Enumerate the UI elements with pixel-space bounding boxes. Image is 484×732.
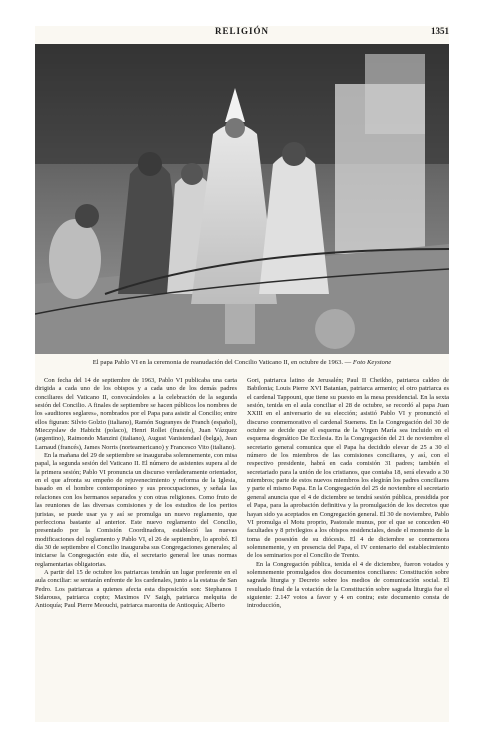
paragraph: A partir del 15 de octubre los patriarcas tendrán un lugar preferente en el aula conciliar: se sentarán enfrente de los cardenales, junto a la estatua de San Pedro. Los patriarcas a quienes afecta esta disposición son: Stephanos I Sidarouss, patriarca copto; Maximos IV Saigh, patriarca melquita de Antioquía; Paul Pierre Meouchi, patriarca maronita de Antioquía; Alberto	[35, 568, 237, 610]
document-page	[35, 26, 449, 722]
right-column	[247, 377, 449, 719]
caption-text: El papa Pablo VI en la ceremonia de reanudación del Concilio Vaticano II, en octubre de 1963. —	[92, 359, 352, 366]
ceremony-photograph-image	[35, 44, 449, 354]
photo-credit: Foto Keystone	[352, 359, 392, 366]
left-column	[35, 377, 237, 719]
paragraph: En la Congregación pública, tenida el 4 de diciembre, fueron votados y solemnemente promulgados dos documentos conciliares: Constitución sobre sagrada liturgia y Decreto sobre los medios de comunicación social. El resultado final de la votación de la Constitución sobre sagrada liturgia fue el siguiente: 2.147 votos a favor y 4 en contra; este documento consta de introducción,	[247, 560, 449, 610]
ceremony-photograph	[35, 44, 449, 354]
article-body	[35, 377, 449, 719]
photo-caption	[35, 359, 449, 366]
running-head	[35, 26, 449, 42]
page-number: 1351	[431, 26, 449, 36]
running-title: RELIGIÓN	[214, 26, 269, 36]
paragraph: Gori, patriarca latino de Jerusalén; Paul II Cheikho, patriarca caldeo de Babilonia; Louis Pierre XVI Batanian, patriarca armenio; el otro patriarca es el cardenal Tappouni, que tiene su puesto en la mesa presidencial. En la sexta sesión, tenida en el aula conciliar el 28 de octubre, se recordó al papa Juan XXIII en el aniversario de su elección; asistió Pablo VI y pronunció el discurso conmemorativo el cardenal Suenens. En la Congregación del 30 de octubre se decide que el esquema de la Virgen María sea incluido en el esquema dogmático De Ecclesia. En la Congregación del 21 de noviembre el secretario general comunica que el Papa ha decidido elevar de 25 a 30 el número de los miembros de las comisiones conciliares, y así, con el respectivo presidente, habrá en cada comisión 31 padres; también el secretariado para la unión de los cristianos, que contaba 18, será elevado a 30 miembros; parte de estos nuevos miembros los elegirán los padres conciliares y parte el mismo Papa. En la Congregación del 25 de noviembre el secretario general anuncia que el 4 de diciembre se tendrá sesión pública, presidida por el Papa, para la aprobación definitiva y la promulgación de los decretos que hayan sido ya aceptados en Congregación general. El 30 de noviembre, Pablo VI promulga el Motu proprio, Pastorale munus, por el que se conceden 40 facultades y 8 privilegios a los obispos residenciales, desde el momento de la toma de posesión de su diócesis. El 4 de diciembre se conmemora solemnemente, y en presencia del Papa, el IV centenario del establecimiento de los seminarios por el Concilio de Trento.	[247, 377, 449, 560]
paragraph: Con fecha del 14 de septiembre de 1963, Pablo VI publicaba una carta dirigida a cada uno de los obispos y a cada uno de los demás padres conciliares del Vaticano II, convocándoles a la celebración de la segunda sesión del Concilio. A finales de septiembre se hacen públicos los nombres de los «auditores seglares», nombrados por el Papa para asistir al Concilio; entre ellos figuran: Silvio Golzio (italiano), Ramón Sugranyes de Franch (español), Mieczyslaw de Habicht (polaco), Henri Rollet (francés), Juan Vázquez (argentino), Raimondo Manzini (italiano), August Vanistendael (belga), Jean Larnaud (francés), James Norris (norteamericano) y Francesco Vito (italiano).	[35, 377, 237, 451]
paragraph: En la mañana del 29 de septiembre se inauguraba solemnemente, con misa papal, la segunda sesión del Vaticano II. El número de asistentes supera al de la primera sesión; Pablo VI pronuncia un discurso verdaderamente orientador, en el que afronta su empeño de rejuvenecimiento y reforma de la Iglesia, basado en el hombre contemporáneo y sus preocupaciones, y señala las relaciones con los hermanos separados y con otras religiones. Como fruto de las reuniones de las diversas comisiones y de los estudios de los peritos juristas, se puede usar ya y así se promulga un nuevo reglamento, que perfecciona bastante al anterior. Este nuevo reglamento del Concilio, presentado por la Comisión Coordinadora, estableció las nuevas modificaciones del reglamento y Pablo VI, el 26 de septiembre, lo aprobó. El día 30 de septiembre el Concilio inauguraba sus Congregaciones generales; al iniciarse la Congregación este día, el secretario general lee unas normas reglamentarias obligatorias.	[35, 452, 237, 568]
